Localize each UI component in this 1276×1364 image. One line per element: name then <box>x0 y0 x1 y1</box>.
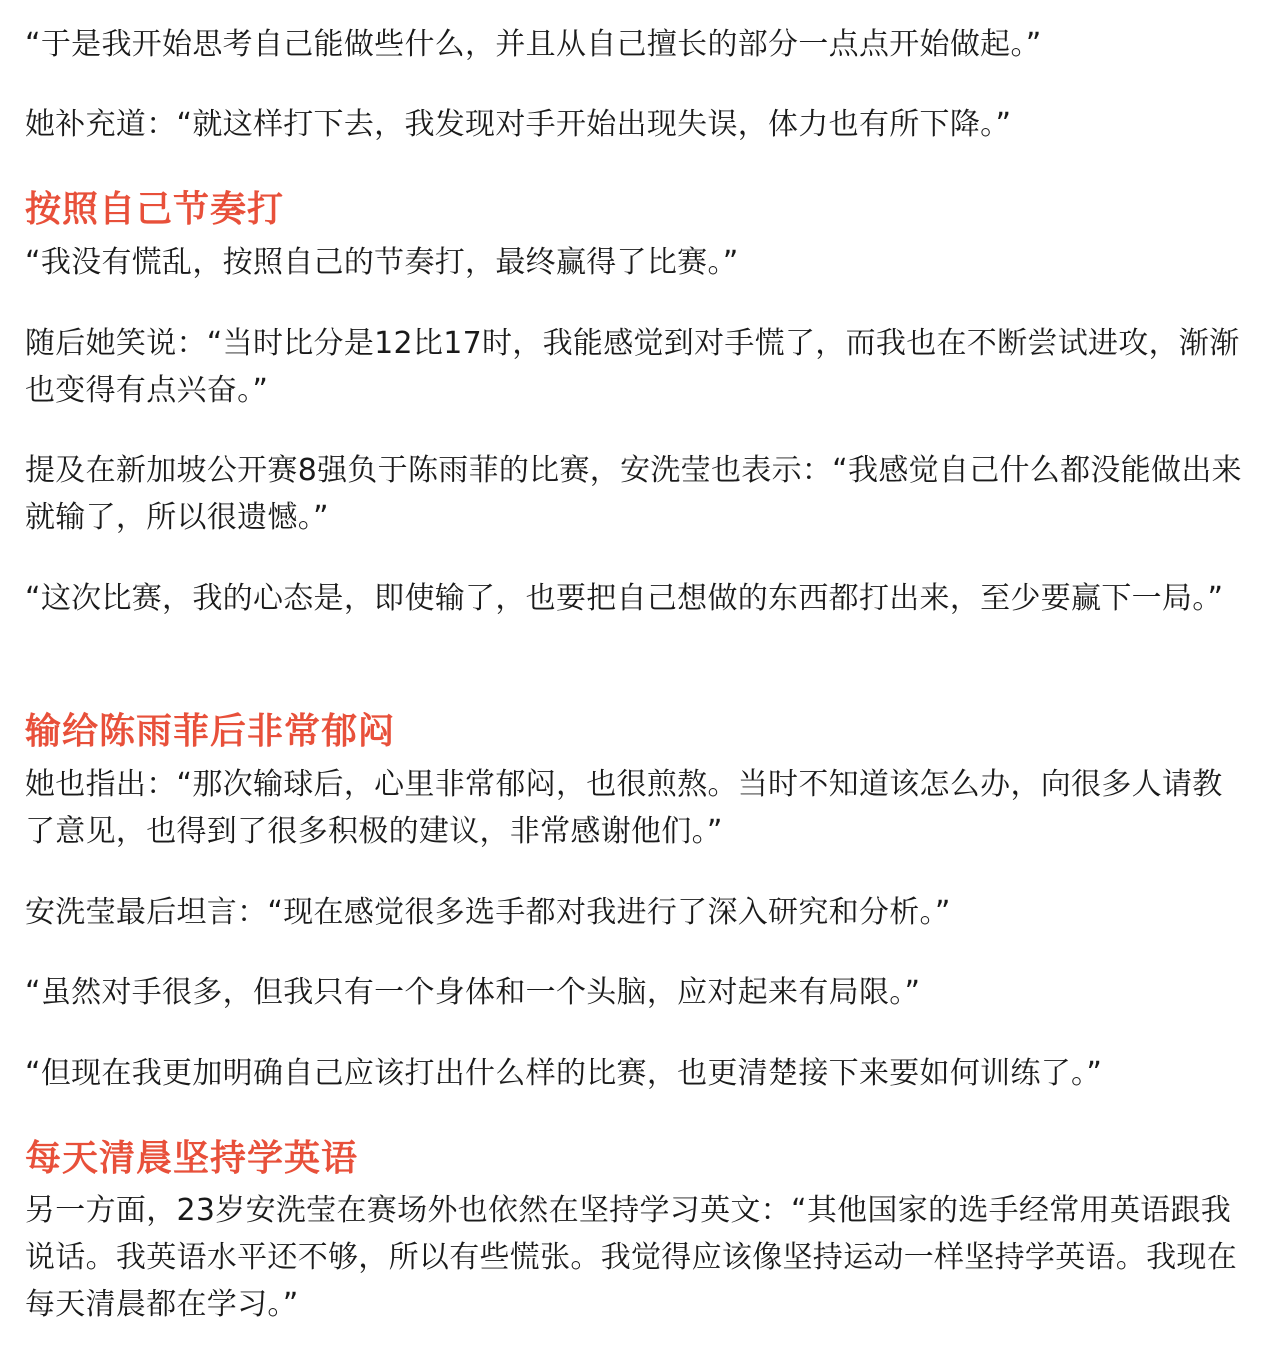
paragraph-after-loss: 她也指出：“那次输球后，心里非常郁闷，也很煎熬。当时不知道该怎么办，向很多人请教了意见，也得到了很多积极的建议，非常感谢他们。” <box>25 767 1223 849</box>
section-heading-depressed: 输给陈雨菲后非常郁闷 <box>25 711 396 752</box>
paragraph-one-body: “虽然对手很多，但我只有一个身体和一个头脑，应对起来有局限。” <box>25 975 921 1010</box>
paragraph-won-match: “我没有慌乱，按照自己的节奏打，最终赢得了比赛。” <box>25 245 739 280</box>
paragraph-score-12-17: 随后她笑说：“当时比分是12比17时，我能感觉到对手慌了，而我也在不断尝试进攻，渐渐也变得有点兴奋。” <box>25 326 1240 408</box>
paragraph-training-plan: “但现在我更加明确自己应该打出什么样的比赛，也更清楚接下来要如何训练了。” <box>25 1056 1103 1091</box>
section-heading-own-rhythm: 按照自己节奏打 <box>25 189 285 230</box>
paragraph-opponent-mistakes: 她补充道：“就这样打下去，我发现对手开始出现失误，体力也有所下降。” <box>25 107 1012 142</box>
paragraph-english-study: 另一方面，23岁安洗莹在赛场外也依然在坚持学习英文：“其他国家的选手经常用英语跟我说话。我英语水平还不够，所以有些慌张。我觉得应该像坚持运动一样坚持学英语。我现在每天清晨都在学习。” <box>25 1193 1237 1322</box>
section-heading-learn-english: 每天清晨坚持学英语 <box>25 1138 359 1179</box>
paragraph-singapore-open: 提及在新加坡公开赛8强负于陈雨菲的比赛，安洗莹也表示：“我感觉自己什么都没能做出来就输了，所以很遗憾。” <box>25 453 1242 535</box>
paragraph-quote-start-doing: “于是我开始思考自己能做些什么，并且从自己擅长的部分一点点开始做起。” <box>25 27 1042 62</box>
paragraph-opponents-analysis: 安洗莹最后坦言：“现在感觉很多选手都对我进行了深入研究和分析。” <box>25 895 951 930</box>
paragraph-mindset: “这次比赛，我的心态是，即使输了，也要把自己想做的东西都打出来，至少要赢下一局。” <box>25 581 1224 616</box>
